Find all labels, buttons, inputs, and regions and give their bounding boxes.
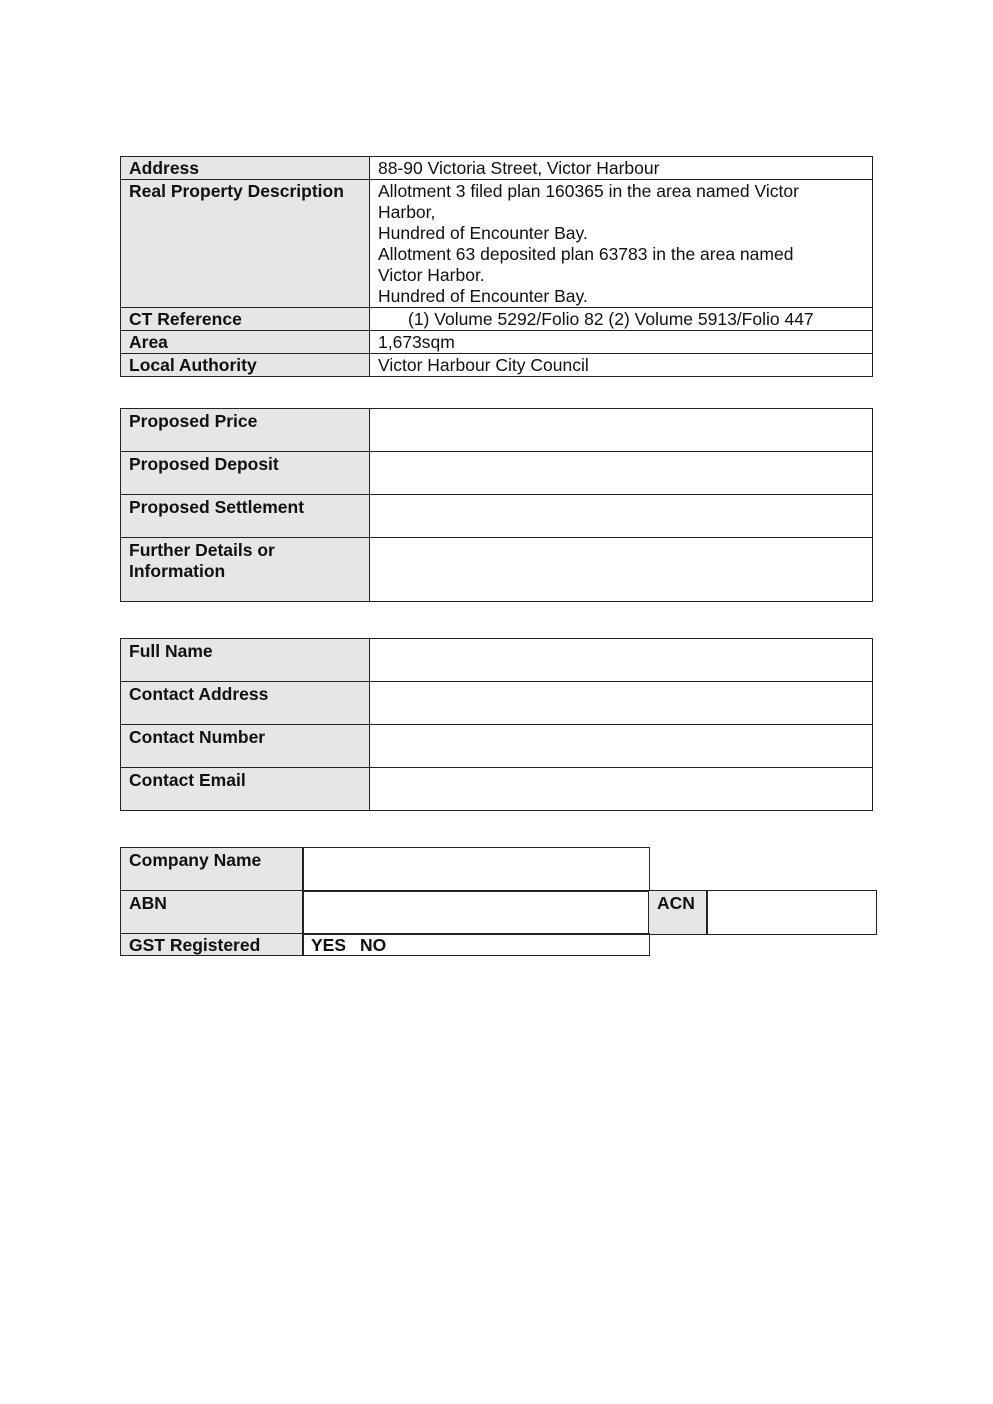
ct-reference-value: (1) Volume 5292/Folio 82 (2) Volume 5913/Folio 447	[370, 308, 873, 331]
contact-address-field[interactable]	[370, 682, 873, 725]
gst-no-option[interactable]: NO	[360, 935, 387, 955]
proposed-deposit-field[interactable]	[370, 452, 873, 495]
acn-label: ACN	[648, 890, 708, 935]
local-authority-value: Victor Harbour City Council	[370, 354, 873, 377]
contact-number-row	[121, 725, 873, 768]
local-authority-row	[121, 354, 873, 377]
address-value: 88-90 Victoria Street, Victor Harbour	[370, 157, 873, 180]
rpd-line: Hundred of Encounter Bay.	[378, 223, 588, 243]
rpd-line: Hundred of Encounter Bay.	[378, 286, 588, 306]
gst-registered-label: GST Registered	[120, 933, 304, 956]
contact-table	[120, 638, 873, 811]
acn-field[interactable]	[706, 890, 877, 935]
proposed-price-row	[121, 409, 873, 452]
gst-yes-option[interactable]: YES	[311, 935, 347, 955]
contact-address-label: Contact Address	[121, 682, 370, 725]
full-name-label: Full Name	[121, 639, 370, 682]
proposed-deposit-row	[121, 452, 873, 495]
gst-registered-options	[302, 933, 650, 956]
further-details-label	[121, 538, 370, 602]
full-name-row	[121, 639, 873, 682]
proposed-settlement-field[interactable]	[370, 495, 873, 538]
contact-number-field[interactable]	[370, 725, 873, 768]
contact-email-field[interactable]	[370, 768, 873, 811]
contact-email-label: Contact Email	[121, 768, 370, 811]
offer-table	[120, 408, 873, 602]
property-table	[120, 156, 873, 377]
area-row	[121, 331, 873, 354]
rpd-line: Harbor,	[378, 202, 436, 222]
further-details-field[interactable]	[370, 538, 873, 602]
address-label: Address	[121, 157, 370, 180]
further-details-label-line: Information	[129, 561, 226, 581]
rpd-line: Victor Harbor.	[378, 265, 485, 285]
proposed-settlement-row	[121, 495, 873, 538]
further-details-row	[121, 538, 873, 602]
ct-reference-row	[121, 308, 873, 331]
full-name-field[interactable]	[370, 639, 873, 682]
local-authority-label: Local Authority	[121, 354, 370, 377]
proposed-price-label: Proposed Price	[121, 409, 370, 452]
area-value: 1,673sqm	[370, 331, 873, 354]
address-row	[121, 157, 873, 180]
area-label: Area	[121, 331, 370, 354]
rpd-line: Allotment 3 filed plan 160365 in the area named Victor	[378, 181, 799, 201]
company-name-label: Company Name	[120, 847, 304, 892]
contact-number-label: Contact Number	[121, 725, 370, 768]
rpd-line: Allotment 63 deposited plan 63783 in the area named	[378, 244, 794, 264]
proposed-price-field[interactable]	[370, 409, 873, 452]
real-property-description-label: Real Property Description	[121, 180, 370, 308]
real-property-description-value	[370, 180, 873, 308]
real-property-description-row	[121, 180, 873, 308]
company-name-field[interactable]	[302, 847, 650, 892]
proposed-deposit-label: Proposed Deposit	[121, 452, 370, 495]
further-details-label-line: Further Details or	[129, 540, 275, 560]
proposed-settlement-label: Proposed Settlement	[121, 495, 370, 538]
abn-label: ABN	[120, 890, 304, 935]
contact-address-row	[121, 682, 873, 725]
abn-field[interactable]	[302, 890, 650, 935]
ct-reference-label: CT Reference	[121, 308, 370, 331]
contact-email-row	[121, 768, 873, 811]
